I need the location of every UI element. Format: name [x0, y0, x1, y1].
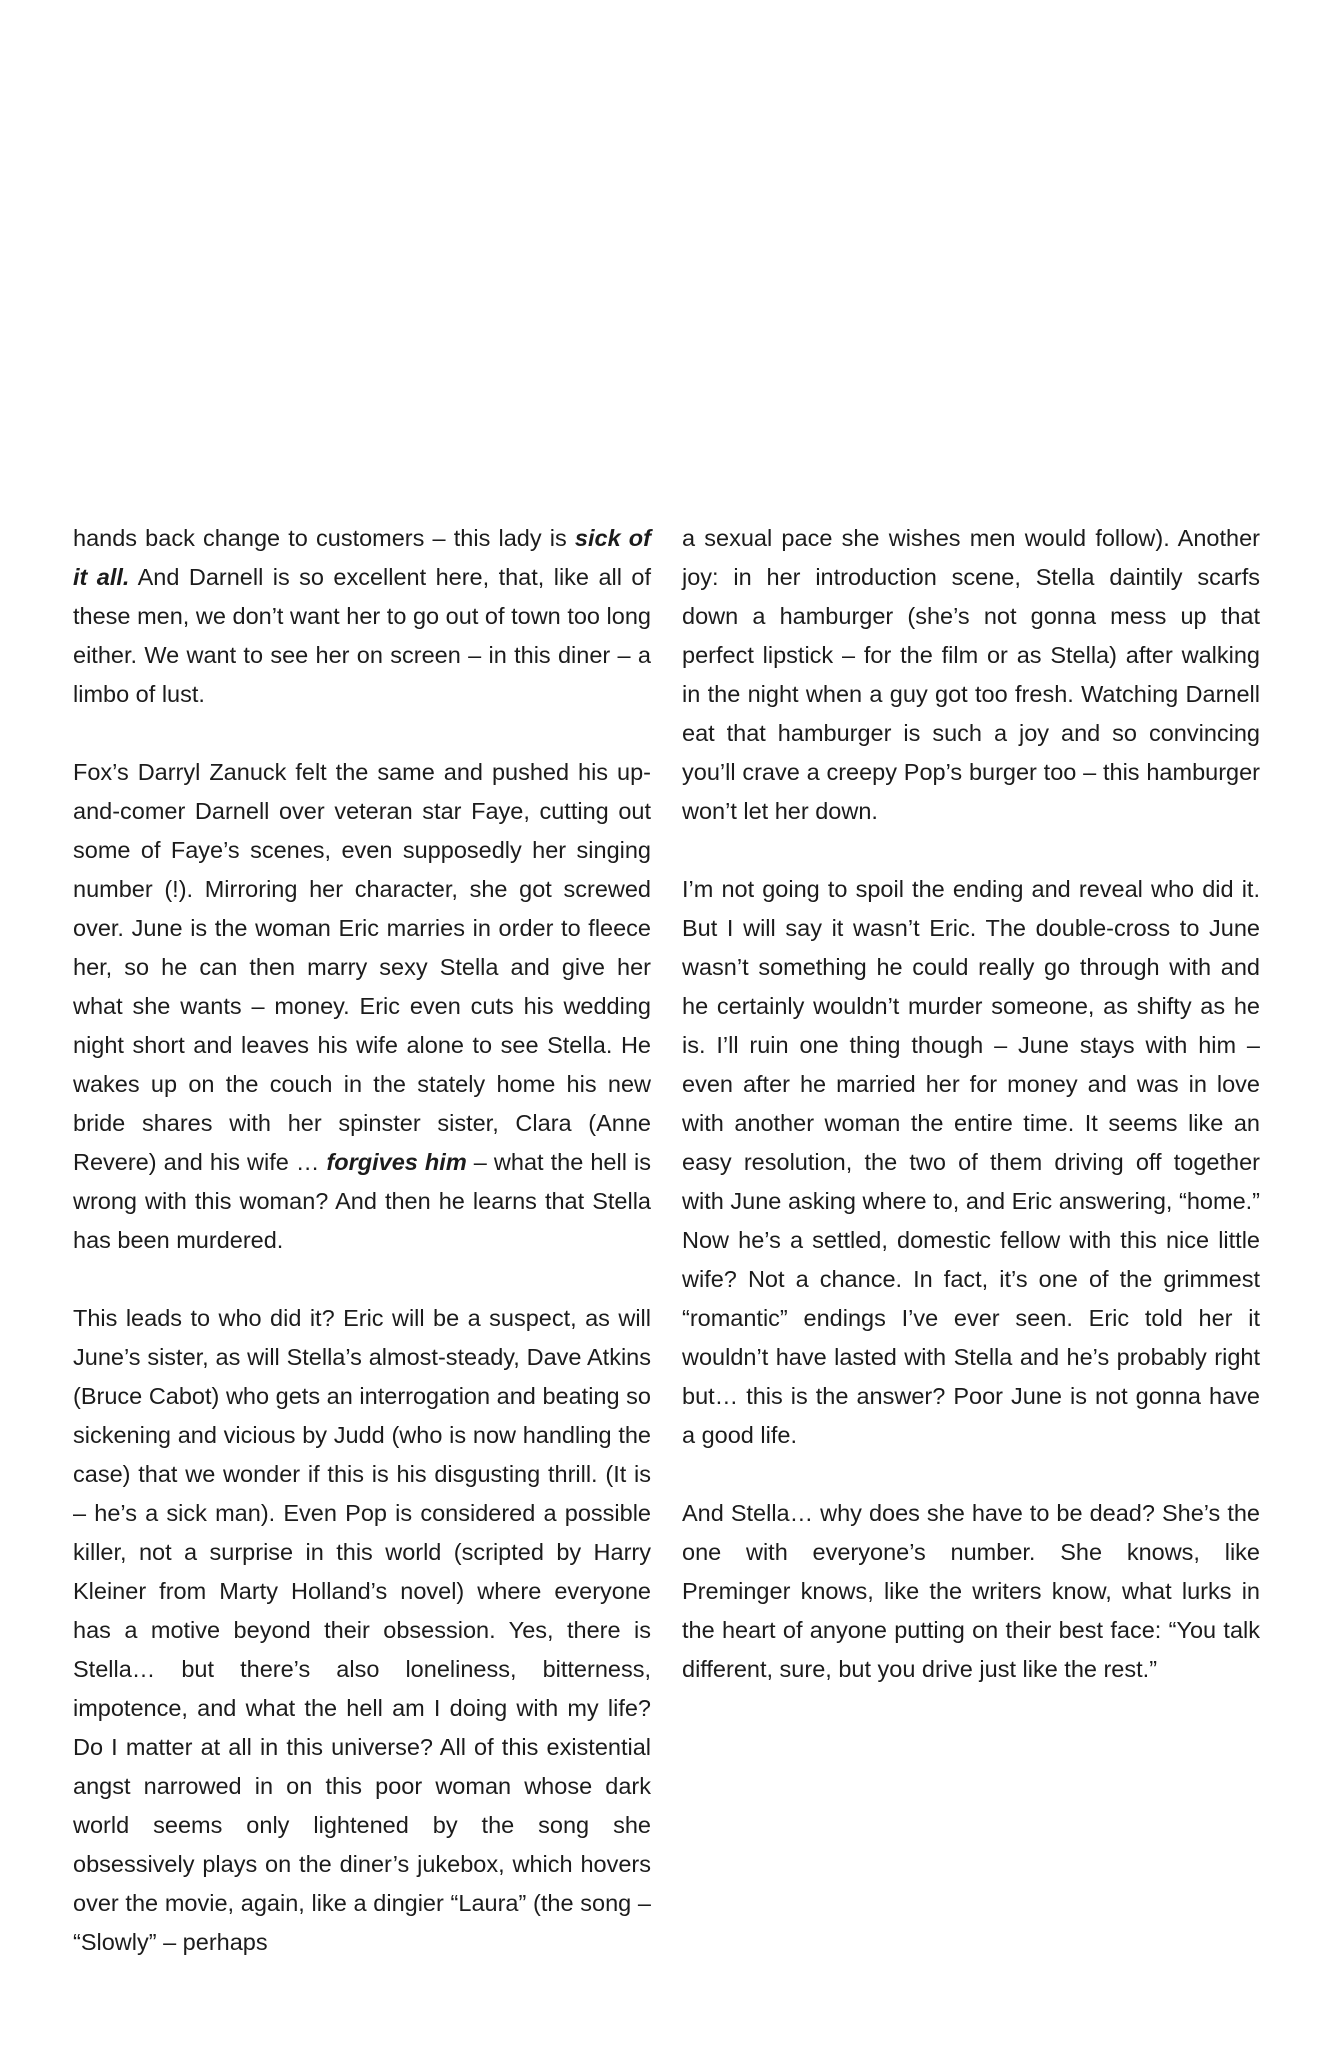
- emphasis-text: sick of it all.: [73, 525, 651, 590]
- right-paragraph-3: And Stella… why does she have to be dead? She’s the one with everyone’s number. She knows, like Preminger knows, like the writers know, what lurks in the heart of anyone putting on their best face: “You talk different, sure, but you drive just like the rest.”: [682, 1500, 1260, 1682]
- text-run: hands back change to customers – this lady is: [73, 525, 575, 551]
- left-paragraph-2: [73, 753, 651, 1260]
- left-paragraph-1: [73, 519, 651, 714]
- left-paragraph-3: This leads to who did it? Eric will be a suspect, as will June’s sister, as will Stella’s almost-steady, Dave Atkins (Bruce Cabot) who gets an interrogation and beating so sickening and vicious by Judd (who is now handling the case) that we wonder if this is his disgusting thrill. (It is – he’s a sick man). Even Pop is considered a possible killer, not a surprise in this world (scripted by Harry Kleiner from Marty Holland’s novel) where everyone has a motive beyond their obsession. Yes, there is Stella… but there’s also loneliness, bitterness, impotence, and what the hell am I doing with my life? Do I matter at all in this universe? All of this existential angst narrowed in on this poor woman whose dark world seems only lightened by the song she obsessively plays on the diner’s jukebox, which hovers over the movie, again, like a dingier “Laura” (the song – “Slowly” – perhaps: [73, 1305, 651, 1955]
- left-column: [73, 519, 651, 1962]
- emphasis-text: forgives him: [326, 1149, 467, 1175]
- right-paragraph-1: a sexual pace she wishes men would follow). Another joy: in her introduction scene, Stella daintily scarfs down a hamburger (she’s not gonna mess up that perfect lipstick – for the film or as Stella) after walking in the night when a guy got too fresh. Watching Darnell eat that hamburger is such a joy and so convincing you’ll crave a creepy Pop’s burger too – this hamburger won’t let her down.: [682, 525, 1260, 824]
- text-run: And Darnell is so excellent here, that, like all of these men, we don’t want her to go out of town too long either. We want to see her on screen – in this diner – a limbo of lust.: [73, 564, 651, 707]
- right-column: [682, 519, 1260, 1689]
- right-paragraph-2: I’m not going to spoil the ending and reveal who did it. But I will say it wasn’t Eric. The double-cross to June wasn’t something he could really go through with and he certainly wouldn’t murder someone, as shifty as he is. I’ll ruin one thing though – June stays with him – even after he married her for money and was in love with another woman the entire time. It seems like an easy resolution, the two of them driving off together with June asking where to, and Eric answering, “home.” Now he’s a settled, domestic fellow with this nice little wife? Not a chance. In fact, it’s one of the grimmest “romantic” endings I’ve ever seen. Eric told her it wouldn’t have lasted with Stella and he’s probably right but… this is the answer? Poor June is not gonna have a good life.: [682, 876, 1260, 1448]
- text-run: – what the hell is wrong with this woman? And then he learns that Stella has been murdered.: [73, 1149, 651, 1253]
- text-run: Fox’s Darryl Zanuck felt the same and pushed his up-and-comer Darnell over veteran star Faye, cutting out some of Faye’s scenes, even supposedly her singing number (!). Mirroring her character, she got screwed over. June is the woman Eric marries in order to fleece her, so he can then marry sexy Stella and give her what she wants – money. Eric even cuts his wedding night short and leaves his wife alone to see Stella. He wakes up on the couch in the stately home his new bride shares with her spinster sister, Clara (Anne Revere) and his wife …: [73, 759, 651, 1175]
